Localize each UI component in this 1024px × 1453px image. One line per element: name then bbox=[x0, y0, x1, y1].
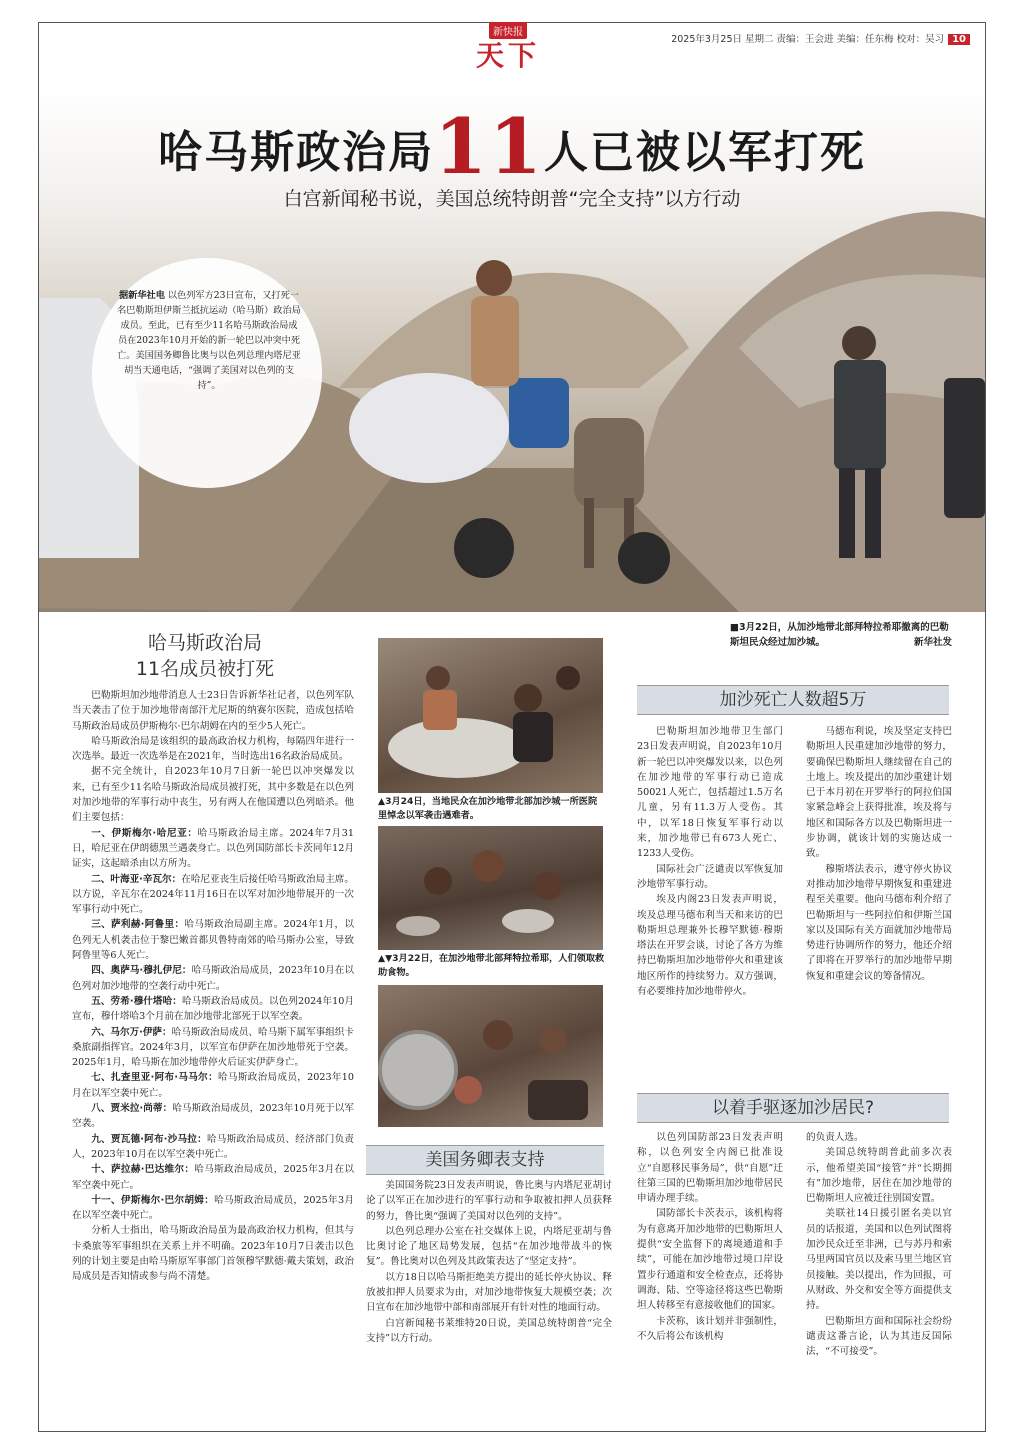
section-title-expel: 以着手驱逐加沙居民? bbox=[637, 1093, 949, 1123]
headline-post: 人已被以军打死 bbox=[543, 127, 866, 178]
photo-mourning bbox=[378, 638, 603, 793]
photo-food-1-illustration bbox=[378, 826, 603, 950]
death-toll-col1 bbox=[637, 724, 783, 999]
list-item: 九、贾瓦德·阿布·沙马拉：哈马斯政治局成员、经济部门负责人，2023年10月在以军空袭中死亡。 bbox=[72, 1133, 354, 1160]
section-title-death-toll: 加沙死亡人数超5万 bbox=[637, 685, 949, 715]
lead-text: 以色列军方23日宣布，又打死一名巴勒斯坦伊斯兰抵抗运动（哈马斯）政治局成员。至此，已有至少11名哈马斯政治局成员在2023年10月开始的新一轮巴以冲突中死亡。美国国务卿鲁比奥与以色列总理内塔尼亚胡当天通电话，“强调了美国对以色列的支持”。 bbox=[117, 290, 301, 391]
expel-p5: 美国总统特朗普此前多次表示，他希望美国“接管”并“长期拥有”加沙地带，居住在加沙地带的巴勒斯坦人应被迁往别国安置。 bbox=[806, 1147, 952, 1205]
hero-caption-text: ■3月22日，从加沙地带北部拜特拉希耶撤离的巴勒斯坦民众经过加沙城。 bbox=[730, 622, 949, 648]
list-item: 三、萨利赫·阿鲁里：哈马斯政治局副主席。2024年1月，以色列无人机袭击位于黎巴嫩首都贝鲁特南郊的哈马斯办公室，导致阿鲁里等6人死亡。 bbox=[72, 919, 354, 962]
expel-p7: 巴勒斯坦方面和国际社会纷纷谴责这番言论，认为其违反国际法，“不可接受”。 bbox=[806, 1315, 952, 1358]
hero-photo bbox=[39, 88, 985, 612]
page-number: 10 bbox=[948, 34, 970, 45]
expel-col1 bbox=[637, 1130, 783, 1344]
list-item: 十一、伊斯梅尔·巴尔胡姆：哈马斯政治局成员，2025年3月在以军空袭中死亡。 bbox=[72, 1194, 354, 1222]
hero-caption bbox=[730, 620, 952, 650]
page-meta bbox=[671, 31, 970, 45]
expel-p1: 以色列国防部23日发表声明称，以色列安全内阁已批准设立“自愿移民事务局”，供“自愿”迁往第三国的巴勒斯坦加沙地带居民申请办理手续。 bbox=[637, 1132, 783, 1205]
lead-source: 据新华社电 bbox=[119, 290, 165, 301]
list-item: 七、扎查里亚·阿布·马马尔：哈马斯政治局成员，2023年10月在以军空袭中死亡。 bbox=[72, 1072, 355, 1099]
left-p1: 巴勒斯坦加沙地带消息人士23日告诉新华社记者，以色列军队当天袭击了位于加沙地带南部汗尤尼斯的纳赛尔医院，造成包括哈马斯政治局成员伊斯梅尔·巴尔胡姆在内的至少5人死亡。 bbox=[72, 690, 354, 732]
list-item: 八、贾米拉·尚蒂：哈马斯政治局成员，2023年10月死于以军空袭。 bbox=[72, 1103, 354, 1130]
death-toll-p2: 国际社会广泛谴责以军恢复加沙地带军事行动。 bbox=[637, 863, 783, 890]
death-toll-p4: 马德布利说，埃及坚定支持巴勒斯坦人民重建加沙地带的努力，要确保巴勒斯坦人继续留在自己的土地上。埃及提出的加沙重建计划已于本月初在开罗举行的阿拉伯国家紧急峰会上获得批准，埃及将与地区和国际各方以及巴勒斯坦进一步协调，就该计划的实施达成一致。 bbox=[806, 726, 952, 860]
left-article-title bbox=[90, 630, 320, 682]
list-item: 五、劳希·穆什塔哈：哈马斯政治局成员。以色列2024年10月宣布，穆什塔哈3个月前在加沙地带北部死于以军空袭。 bbox=[72, 995, 354, 1023]
photo-mourning-illustration bbox=[378, 638, 603, 793]
photo-food-caption: ▲▼3月22日，在加沙地带北部拜特拉希耶，人们领取救助食物。 bbox=[378, 953, 605, 978]
middle-article-body bbox=[366, 1178, 612, 1346]
headline-pre: 哈马斯政治局 bbox=[158, 127, 435, 178]
death-toll-p3: 埃及内阁23日发表声明说，埃及总理马德布利当天和来访的巴勒斯坦总理兼外长穆罕默德·穆斯塔法在开罗会谈，讨论了各方为维持巴勒斯坦加沙地带停火和重建该地区所作的持续努力。双方强调，有必要维持加沙地带停火。 bbox=[637, 894, 783, 998]
expel-p3: 卡茨称，该计划并非强制性，不久后将公布该机构 bbox=[637, 1315, 783, 1342]
death-toll-p5: 穆斯塔法表示，遵守停火协议对推动加沙地带早期恢复和重建进程至关重要。他向马德布利介绍了巴勒斯坦与一些阿拉伯和伊斯兰国家以及国际有关方面就加沙地带局势进行协调所作的努力，他还介绍了即将在开罗举行的加沙地带早期恢复和重建会议的筹备情况。 bbox=[806, 863, 952, 982]
middle-p4: 白宫新闻秘书莱维特20日说，美国总统特朗普“完全支持”以方行动。 bbox=[366, 1317, 612, 1344]
left-p3: 据不完全统计，自2023年10月7日新一轮巴以冲突爆发以来，已有至少11名哈马斯政治局成员被打死，其中多数是在以色列对加沙地带的军事行动中丧生，另有两人在他国遭以色列暗杀。他们主要包括： bbox=[72, 766, 354, 824]
section-name: 天下 bbox=[475, 39, 540, 72]
lead-circle bbox=[92, 258, 322, 488]
left-title-line1: 哈马斯政治局 bbox=[147, 632, 262, 654]
death-toll-p1: 巴勒斯坦加沙地带卫生部门23日发表声明说，自2023年10月新一轮巴以冲突爆发以来，以色列在加沙地带的军事行动已造成50021人死亡，包括超过1.5万名儿童，另有11.3万人受伤。其中，以军18日恢复军事行动以来，加沙地带已有673人死亡、1233人受伤。 bbox=[637, 726, 783, 860]
list-item: 六、马尔万·伊萨：哈马斯政治局成员、哈马斯下属军事组织卡桑旅副指挥官。2024年3月，以军宣布伊萨在加沙地带死于空袭。2025年1月，哈马斯在加沙地带停火后证实伊萨身亡。 bbox=[72, 1026, 354, 1069]
hero-caption-source: 新华社发 bbox=[913, 637, 952, 648]
expel-p6: 美联社14日援引匿名美以官员的话报道，美国和以色列试图将加沙民众迁至非洲，已与苏丹和索马里两国官员以及索马里兰地区官员接触。美以提出，作为回报，可从财政、外交和安全等方面提供支持。 bbox=[806, 1208, 952, 1312]
photo-food-2 bbox=[378, 985, 603, 1127]
left-p2: 哈马斯政治局是该组织的最高政治权力机构，每隔四年进行一次选举。最近一次选举是在2021年，当时选出16名政治局成员。 bbox=[72, 735, 354, 763]
photo-food-1 bbox=[378, 826, 603, 950]
middle-p2: 以色列总理办公室在社交媒体上说，内塔尼亚胡与鲁比奥讨论了地区局势发展，包括“在加沙地带战斗的恢复”。鲁比奥对以色列及其政策表达了“坚定支持”。 bbox=[366, 1225, 612, 1268]
list-item: 一、伊斯梅尔·哈尼亚：哈马斯政治局主席。2024年7月31日，哈尼亚在伊朗德黑兰遇袭身亡。以色列国防部长卡茨同年12月证实，这起暗杀由以方所为。 bbox=[72, 827, 354, 870]
sub-headline: 白宫新闻秘书说，美国总统特朗普“完全支持”以方行动 bbox=[283, 188, 741, 210]
left-title-line2: 11名成员被打死 bbox=[135, 658, 275, 680]
list-item: 二、叶海亚·辛瓦尔：在哈尼亚丧生后接任哈马斯政治局主席。以方说，辛瓦尔在2024年11月16日在以军对加沙地带展开的一次军事行动中死亡。 bbox=[72, 873, 355, 916]
section-logo bbox=[463, 20, 553, 73]
expel-p2: 国防部长卡茨表示，该机构将为有意离开加沙地带的巴勒斯坦人提供“安全监督下的离境通道和手续”，可能在加沙地带过境口岸设置步行通道和安全检查点，还将协调海、陆、空等途径将这些巴勒斯坦人转移至有意接收他们的国家。 bbox=[637, 1208, 783, 1312]
death-toll-col2 bbox=[806, 724, 952, 984]
photo-food-2-illustration bbox=[378, 985, 603, 1127]
left-article-body bbox=[72, 688, 354, 1414]
paper-tag: 新快报 bbox=[489, 22, 527, 39]
list-item: 十、萨拉赫·巴达维尔：哈马斯政治局成员，2025年3月在以军空袭中死亡。 bbox=[72, 1164, 354, 1191]
expel-p4: 的负责人选。 bbox=[806, 1132, 864, 1143]
main-headline bbox=[39, 102, 985, 191]
list-item: 四、奥萨马·穆扎伊尼：哈马斯政治局成员，2023年10月在以色列对加沙地带的空袭行动中死亡。 bbox=[72, 965, 355, 992]
section-title-us: 美国务卿表支持 bbox=[366, 1145, 604, 1175]
middle-p3: 以方18日以哈马斯拒绝美方提出的延长停火协议、释放被扣押人员要求为由，对加沙地带恢复大规模空袭；次日宣布在加沙地带中部和南部展开有针对性的地面行动。 bbox=[366, 1271, 612, 1314]
headline-number: 11 bbox=[434, 102, 544, 191]
middle-p1: 美国国务院23日发表声明说，鲁比奥与内塔尼亚胡讨论了以军正在加沙进行的军事行动和争取被扣押人员获释的努力，鲁比奥“强调了美国对以色列的支持”。 bbox=[366, 1180, 612, 1222]
date-editors: 2025年3月25日 星期二 责编：王会进 美编：任东梅 校对：吴习 bbox=[671, 34, 945, 45]
photo-mourning-caption: ▲3月24日，当地民众在加沙地带北部加沙城一所医院里悼念以军袭击遇难者。 bbox=[378, 796, 598, 821]
left-p4: 分析人士指出，哈马斯政治局虽为最高政治权力机构，但其与卡桑旅等军事组织在关系上并不明确。2023年10月7日袭击以色列的计划主要是由哈马斯原军事部门首领穆罕默德·戴夫策划，政治局成员是否知情或参与尚不清楚。 bbox=[72, 1225, 354, 1283]
expel-col2 bbox=[806, 1130, 952, 1359]
